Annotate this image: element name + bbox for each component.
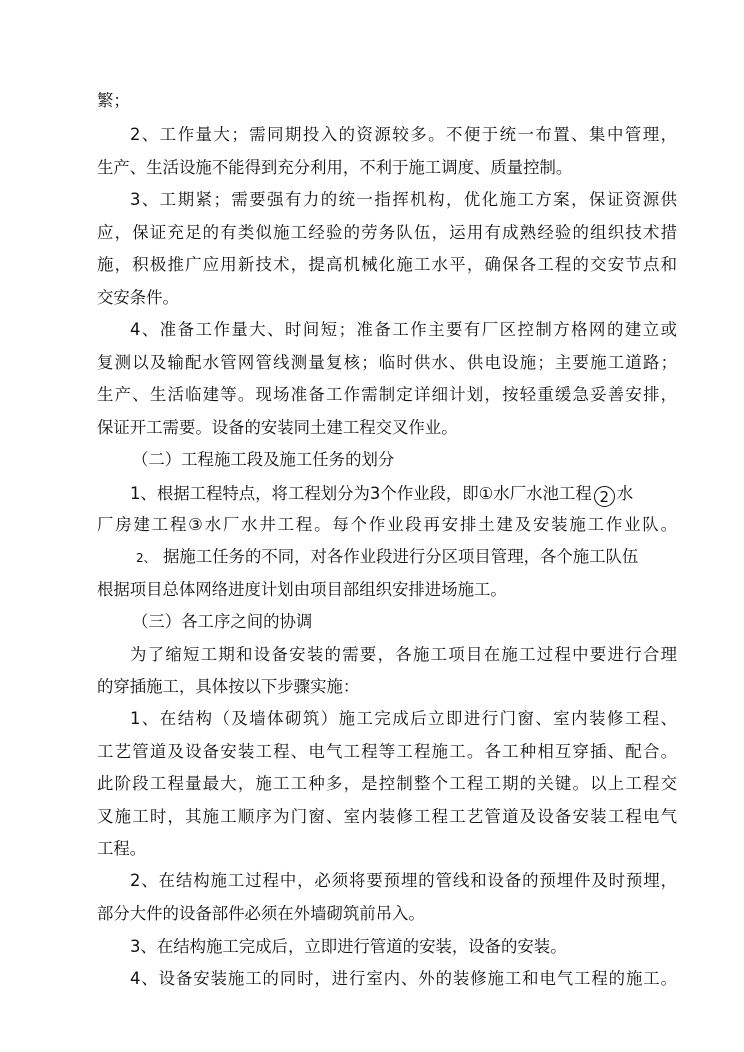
text-line: 应，保证充足的有类似施工经验的劳务队伍，运用有成熟经验的组织技术措 [97,223,677,242]
text-line: 1、在结构（及墙体砌筑）施工完成后立即进行门窗、室内装修工程、 [130,709,677,728]
text-line: 3、工期紧；需要强有力的统一指挥机构，优化施工方案，保证资源供 [130,190,677,209]
text-line: 部分大件的设备部件必须在外墙砌筑前吊入。 [97,904,425,923]
text-line: 3、在结构施工完成后，立即进行管道的安装，设备的安装。 [130,937,567,956]
list-number: 2、 [136,551,156,565]
section-heading: （三）各工序之间的协调 [132,612,313,631]
text-line: 施，积极推广应用新技术，提高机械化施工水平，确保各工程的交安节点和 [97,255,677,274]
text-segment: 据施工任务的不同，对各作业段进行分区项目管理，各个施工队伍 [163,547,639,566]
text-line: 保证开工需要。设备的安装同土建工程交叉作业。 [97,418,458,437]
text-line: 叉施工时，其施工顺序为门窗、室内装修工程工艺管道及设备安装工程电气 [97,807,677,826]
text-line [130,483,677,507]
text-line: 4、准备工作量大、时间短；准备工作主要有厂区控制方格网的建立或 [130,320,677,339]
text-line: 生产、生活临建等。现场准备工作需制定详细计划，按轻重缓急妥善安排， [97,385,677,404]
section-heading: （二）工程施工段及施工任务的划分 [132,450,395,469]
text-line: 复测以及输配水管网管线测量复核；临时供水、供电设施；主要施工道路； [97,353,677,372]
text-line: 生产、生活设施不能得到充分利用，不利于施工调度、质量控制。 [97,158,573,177]
text-line: 繁； [97,91,130,110]
text-segment: 水 [616,484,634,503]
text-line: 此阶段工程量最大，施工工种多，是控制整个工程工期的关键。以上工程交 [97,774,677,793]
text-line [136,546,677,569]
text-line: 4、设备安装施工的同时，进行室内、外的装修施工和电气工程的施工。 [130,969,677,988]
text-line: 为了缩短工期和设备安装的需要，各施工项目在施工过程中要进行合理 [130,645,677,664]
text-line: 的穿插施工，具体按以下步骤实施： [97,677,360,696]
text-line: 交安条件。 [97,288,179,307]
text-line: 工程。 [97,839,147,858]
text-line: 工艺管道及设备安装工程、电气工程等工程施工。各工种相互穿插、配合。 [97,742,677,761]
text-line: 厂房建工程③水厂水井工程。每个作业段再安排土建及安装施工作业队。 [97,515,677,534]
text-line: 2、在结构施工过程中，必须将要预埋的管线和设备的预埋件及时预埋， [130,871,677,890]
text-line: 2、工作量大；需同期投入的资源较多。不便于统一布置、集中管理， [130,125,677,144]
text-segment: 1、根据工程特点，将工程划分为3个作业段，即①水厂水池工程 [130,484,592,503]
text-line: 根据项目总体网络进度计划由项目部组织安排进场施工。 [97,580,507,599]
circled-number: 2 [594,486,615,507]
